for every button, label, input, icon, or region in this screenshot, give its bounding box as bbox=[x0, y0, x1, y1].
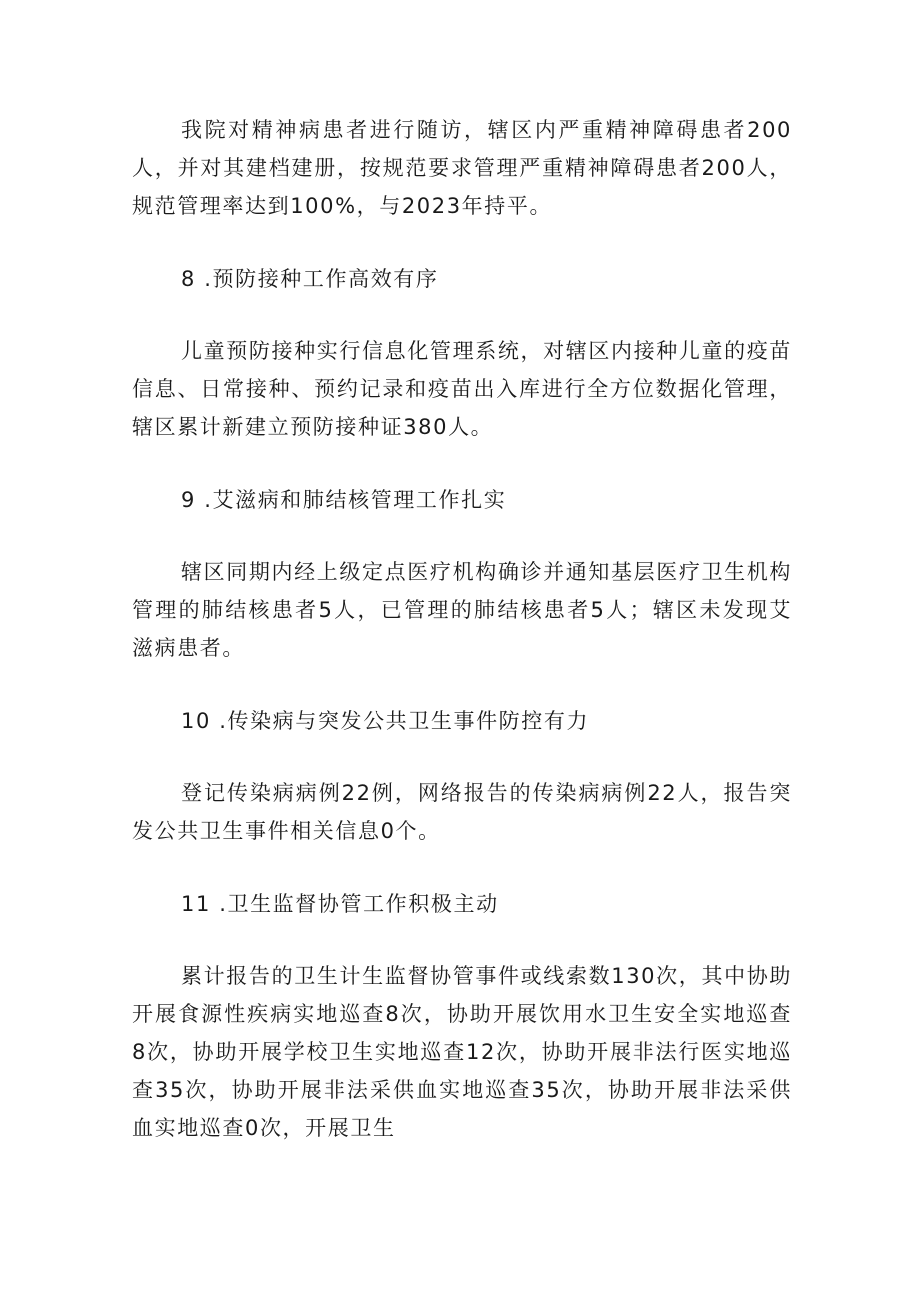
paragraph-mental-health: 我院对精神病患者进行随访，辖区内严重精神障碍患者200人，并对其建档建册，按规范要求管理严重精神障碍患者200人，规范管理率达到100%，与2023年持平。 bbox=[132, 118, 792, 218]
paragraph-infectious-disease: 登记传染病病例22例，网络报告的传染病病例22人，报告突发公共卫生事件相关信息0个。 bbox=[132, 781, 792, 843]
heading-infectious-disease: 10 .传染病与突发公共卫生事件防控有力 bbox=[181, 709, 590, 733]
heading-aids-tuberculosis: 9 .艾滋病和肺结核管理工作扎实 bbox=[181, 488, 507, 512]
paragraph-vaccination: 儿童预防接种实行信息化管理系统，对辖区内接种儿童的疫苗信息、日常接种、预约记录和疫苗出入库进行全方位数据化管理，辖区累计新建立预防接种证380人。 bbox=[132, 339, 792, 439]
paragraph-aids-tuberculosis: 辖区同期内经上级定点医疗机构确诊并通知基层医疗卫生机构管理的肺结核患者5人，已管理的肺结核患者5人；辖区未发现艾滋病患者。 bbox=[132, 560, 792, 660]
heading-health-supervision: 11 .卫生监督协管工作积极主动 bbox=[181, 892, 499, 916]
heading-vaccination: 8 .预防接种工作高效有序 bbox=[181, 267, 439, 291]
paragraph-health-supervision: 累计报告的卫生计生监督协管事件或线索数130次，其中协助开展食源性疾病实地巡查8次，协助开展饮用水卫生安全实地巡查8次，协助开展学校卫生实地巡查12次，协助开展非法行医实地巡查35次，协助开展非法采供血实地巡查35次，协助开展非法采供血实地巡查0次，开展卫生 bbox=[132, 964, 792, 1140]
